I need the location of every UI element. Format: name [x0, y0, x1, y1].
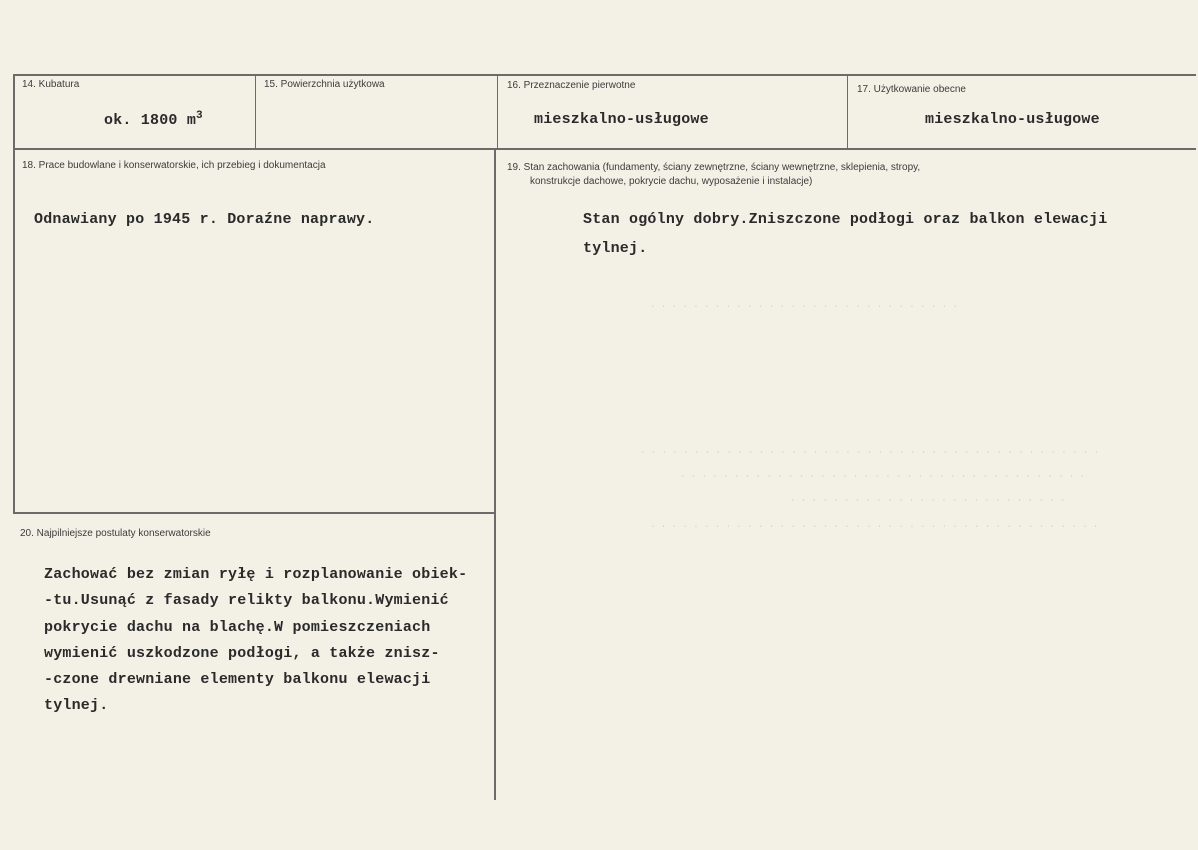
field-17-label: 17. Użytkowanie obecne: [857, 84, 966, 95]
field-15-label: 15. Powierzchnia użytkowa: [264, 79, 385, 90]
volume-value: ok. 1800 m: [104, 112, 197, 129]
field-19-value-line2: tylnej.: [583, 240, 648, 257]
rule-row2-bottom: [14, 512, 496, 514]
rule-v-15: [255, 74, 256, 150]
field-18-value: Odnawiany po 1945 r. Doraźne naprawy.: [34, 211, 375, 228]
field-19-value-line1: Stan ogólny dobry.Zniszczone podłogi oraz balkon elewacji: [583, 211, 1108, 228]
rule-v-16: [497, 74, 498, 150]
rule-left: [13, 74, 15, 514]
field-20-line: -czone drewniane elementy balkonu elewacji: [44, 671, 431, 688]
rule-row1-bottom: [14, 148, 1196, 150]
rule-top: [14, 74, 1196, 76]
field-14-value: [104, 110, 203, 129]
field-20-line: tylnej.: [44, 697, 109, 714]
rule-v-17: [847, 74, 848, 150]
bleed-through: . . . . . . . . . . . . . . . . . . . . . . . . . . . . . . . . . . . . . . . . . . .: [640, 446, 1100, 456]
field-14-label: 14. Kubatura: [22, 79, 80, 90]
bleed-through: . . . . . . . . . . . . . . . . . . . . . . . . . .: [790, 494, 1066, 504]
bleed-through: . . . . . . . . . . . . . . . . . . . . . . . . . . . . . . . . . . . . . . . . . .: [650, 520, 1099, 530]
field-20-line: pokrycie dachu na blachę.W pomieszczeniach: [44, 619, 431, 636]
field-20-line: -tu.Usunąć z fasady relikty balkonu.Wymienić: [44, 592, 449, 609]
rule-v-mid: [494, 150, 496, 800]
volume-unit-exponent: 3: [196, 110, 203, 122]
bleed-through: . . . . . . . . . . . . . . . . . . . . . . . . . . . . .: [650, 300, 958, 310]
bleed-through: . . . . . . . . . . . . . . . . . . . . . . . . . . . . . . . . . . . . . .: [680, 470, 1086, 480]
field-18-label: 18. Prace budowlane i konserwatorskie, ich przebieg i dokumentacja: [22, 160, 326, 171]
field-20-line: wymienić uszkodzone podłogi, a także znisz-: [44, 645, 440, 662]
field-16-value: mieszkalno-usługowe: [534, 111, 709, 128]
field-19-label-line1: 19. Stan zachowania (fundamenty, ściany zewnętrzne, ściany wewnętrzne, sklepienia, stropy,: [507, 162, 921, 173]
field-19-label-line2: konstrukcje dachowe, pokrycie dachu, wyposażenie i instalacje): [530, 176, 813, 187]
field-20-line: Zachować bez zmian ryłę i rozplanowanie obiek-: [44, 566, 468, 583]
field-20-label: 20. Najpilniejsze postulaty konserwatorskie: [20, 528, 211, 539]
field-16-label: 16. Przeznaczenie pierwotne: [507, 80, 636, 91]
field-17-value: mieszkalno-usługowe: [925, 111, 1100, 128]
